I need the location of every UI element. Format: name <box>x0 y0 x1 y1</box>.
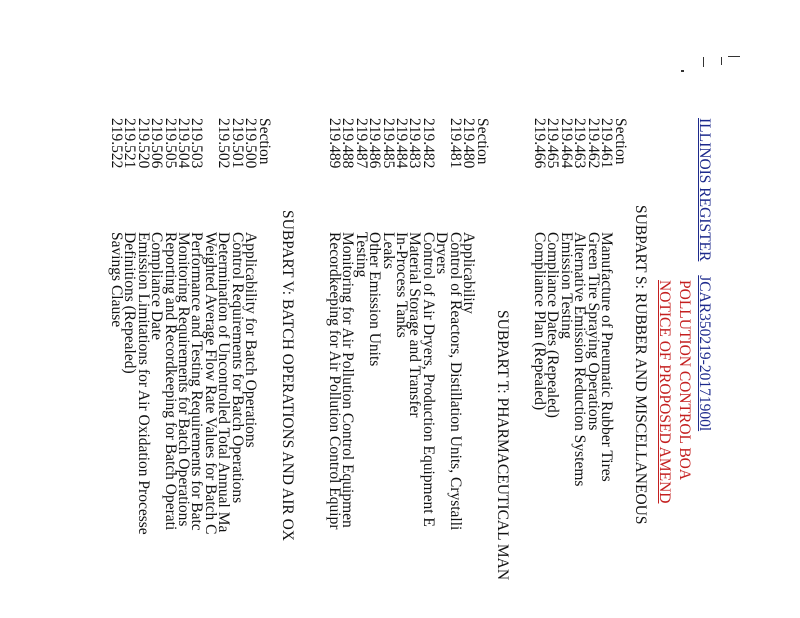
section-title: Other Emission Units <box>366 232 384 367</box>
scan-mark <box>681 70 684 72</box>
section-number: 219.488 <box>339 118 357 169</box>
section-title: Monitoring Requirements for Batch Operations <box>175 232 192 527</box>
section-title: Manufacture of Pneumatic Rubber Tires <box>598 232 615 482</box>
section-number: 219.466 <box>531 118 548 169</box>
subpart-t-title: SUBPART T: PHARMACEUTICAL MAN <box>494 310 511 581</box>
section-title: Determination of Uncontrolled Total Annual Ma <box>215 232 233 533</box>
section-title: Emission Testing <box>557 232 575 339</box>
section-number: 219.501 <box>228 118 246 169</box>
section-title: Reporting and Recordkeeping for Batch Operati <box>161 232 179 531</box>
section-title: Recordkeeping for Air Pollution Control Equipr <box>326 232 343 530</box>
section-title: Control of Air Dryers, Production Equipment E <box>419 232 437 527</box>
section-number: 219.520 <box>134 118 152 169</box>
section-title: Emission Limitations for Air Oxidation Processe <box>134 232 152 535</box>
section-number: 219.464 <box>557 118 575 169</box>
section-number: 219.465 <box>544 118 562 169</box>
section-title: Material Storage and Transfer <box>406 232 424 418</box>
section-title: Compliance Date <box>148 232 166 341</box>
section-title: Compliance Dates (Repealed) <box>544 232 562 418</box>
section-title: Monitoring for Air Pollution Control Equipmen <box>339 232 357 528</box>
section-number: 219.502 <box>215 118 233 169</box>
scan-mark <box>728 56 740 57</box>
section-title: Control Requirements for Batch Operations <box>228 232 246 504</box>
section-number: 219.505 <box>161 118 179 169</box>
subpart-t-section-label: Section <box>474 118 491 165</box>
section-number: 219.500 <box>242 118 259 169</box>
section-title: Alternative Emission Reduction Systems <box>571 232 589 487</box>
section-title: Performance and Testing Requirements for Batc <box>188 232 206 531</box>
board-name: POLLUTION CONTROL BOA <box>676 280 693 481</box>
section-number: 219.484 <box>393 118 410 169</box>
section-number: 219.506 <box>148 118 166 169</box>
section-title: Testing <box>352 232 370 278</box>
section-number: 219.480 <box>460 118 477 169</box>
section-number: 219.489 <box>326 118 343 169</box>
notice-title: NOTICE OF PROPOSED AMEND <box>656 280 673 504</box>
section-title: Weighted Average Flow Rate Values for Batch C <box>201 232 219 535</box>
section-number: 219.504 <box>175 118 192 169</box>
section-number: 219.503 <box>188 118 206 169</box>
section-title: In-Process Tanks <box>393 232 410 338</box>
section-number: 219.461 <box>598 118 615 169</box>
subpart-v-title: SUBPART V: BATCH OPERATIONS AND AIR OX <box>279 210 296 541</box>
jcar-number: JCAR350219-20171900l <box>696 275 713 432</box>
section-number: 219.483 <box>406 118 424 169</box>
section-number: 219.486 <box>366 118 384 169</box>
section-title: Applicability <box>460 232 477 314</box>
register-name: ILLINOIS REGISTER <box>696 118 713 262</box>
section-title: Definitions (Repealed) <box>121 232 139 374</box>
section-title: Dryers <box>433 232 451 275</box>
section-number: 219.485 <box>379 118 397 169</box>
scan-mark <box>721 57 722 65</box>
section-title: Leaks <box>379 232 397 270</box>
section-number: 219.463 <box>571 118 589 169</box>
section-title: Compliance Plan (Repealed) <box>531 232 548 411</box>
section-title: Applicability for Batch Operations <box>242 232 259 448</box>
subpart-s-title: SUBPART S: RUBBER AND MISCELLANEOUS <box>632 205 649 525</box>
section-title: Control of Reactors, Distillation Units, Crystalli <box>446 232 464 531</box>
section-number: 219.482 <box>419 118 437 169</box>
section-title: Savings Clause <box>108 232 125 328</box>
section-number: 219.487 <box>352 118 370 169</box>
section-number: 219.521 <box>121 118 139 169</box>
section-number: 219.522 <box>108 118 125 169</box>
scan-mark <box>703 57 704 67</box>
section-number: 219.481 <box>446 118 464 169</box>
subpart-s-section-label: Section <box>612 118 629 165</box>
register-header <box>697 118 713 431</box>
section-number: 219.462 <box>584 118 602 169</box>
subpart-v-section-label: Section <box>256 118 273 165</box>
section-title: Green Tire Spraying Operations <box>584 232 602 431</box>
